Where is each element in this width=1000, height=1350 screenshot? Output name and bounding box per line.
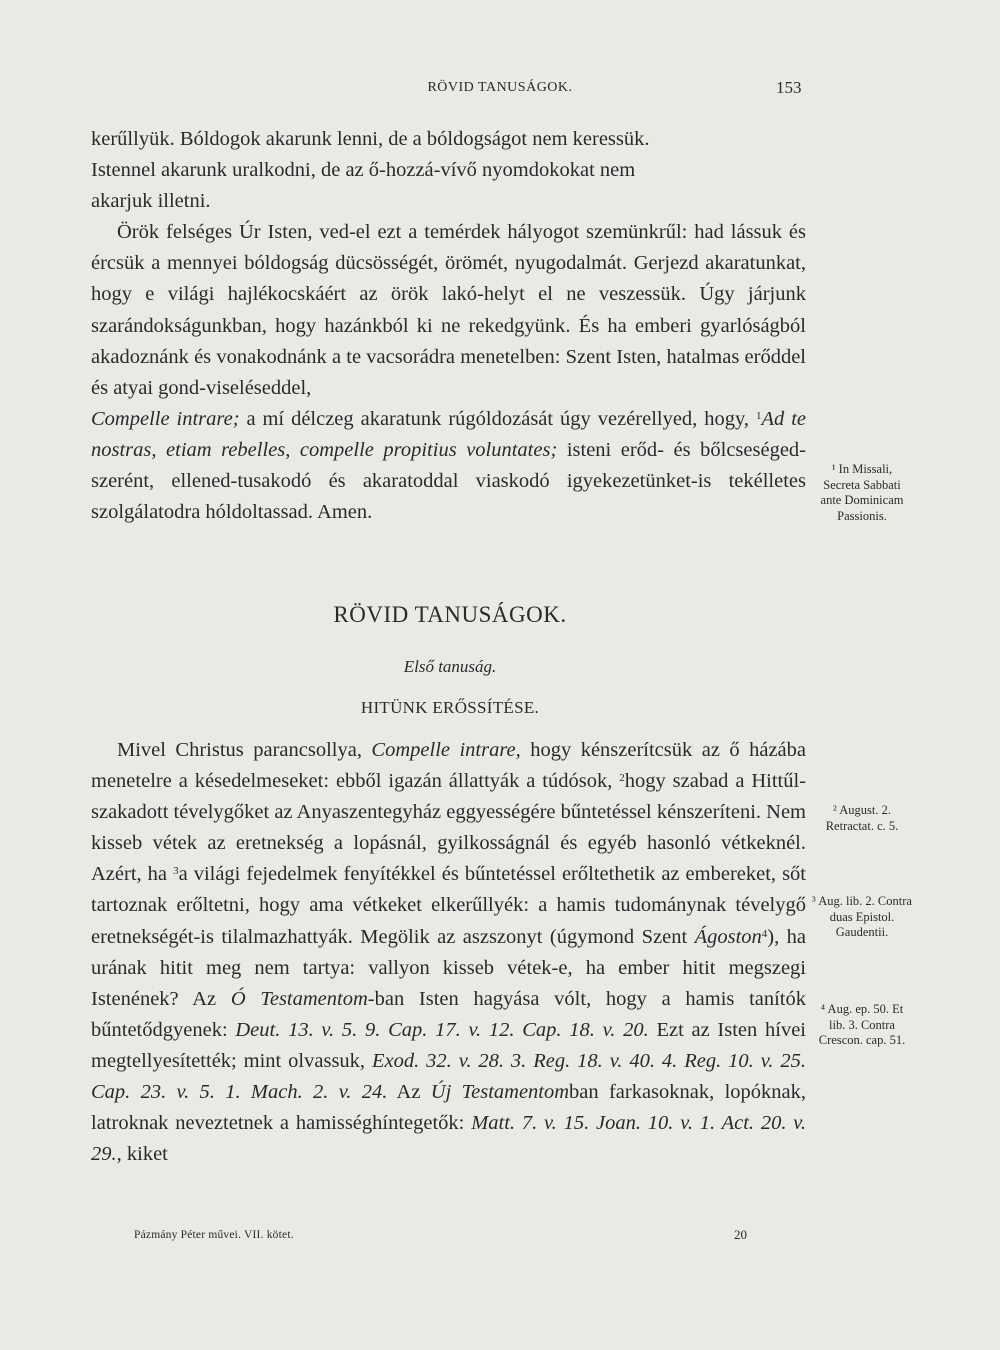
footer-signature: Pázmány Péter művei. VII. kötet. (134, 1229, 294, 1241)
text-block-prayer (91, 124, 806, 528)
latin-quote-ad-te: Ad te nostras, etiam rebelles, compelle propitius voluntates; (91, 407, 806, 461)
margin-note-3: ³ Aug. lib. 2. Contra duas Epistol. Gaudentii. (812, 894, 912, 939)
paragraph-prayer (91, 217, 806, 528)
footer-sheet-number: 20 (734, 1227, 747, 1242)
margin-note-1: ¹ In Missali, Secreta Sabbati ante Dominicam Passionis. (820, 462, 904, 523)
line-3: akarjuk illetni. (91, 190, 211, 213)
teaching-text-7: Ezt az Isten hívei megtellyesítették; mint olvassuk, (91, 1018, 806, 1072)
teaching-text-8: Az (387, 1081, 431, 1104)
line-2: Istennel akarunk uralkodni, de az ő-hozzá-vívő nyomdokokat nem (91, 159, 636, 182)
teaching-text-10: kiket (121, 1143, 168, 1166)
footnote-ref-1: 1 (755, 409, 762, 422)
page-number: 153 (776, 78, 802, 97)
section-subtitle: Első tanuság. (403, 657, 497, 676)
citation-matt: Matt. 7. v. 15. Joan. 10. v. 1. Act. 20. v. 29., (91, 1112, 806, 1166)
section-title: RÖVID TANUSÁGOK. (333, 602, 567, 627)
text-block-teaching (91, 735, 806, 1170)
paragraph-continuation (91, 124, 806, 217)
teaching-text-1: Mivel Christus parancsollya, (117, 739, 372, 761)
running-title: RÖVID TANUSÁGOK. (427, 80, 573, 95)
footnote-ref-2: 2 (619, 772, 625, 785)
teaching-text-4: a világi fejedelmek fenyítékkel és bűntetéssel erőltethetik az embereket, sőt tartoznak erőltetni, hogy ama vétkeket elkerűllyék: a hamis tudománynak tévelygő eretnekségét-is tilalmazhattyák. Megölik az aszszonyt (úgymond Szent (91, 863, 806, 948)
prayer-text-1: Örök felséges Úr Isten, ved-el ezt a temérdek hályogot szemünkrűl: had lássuk és ércsük a mennyei bóldogság dücsösségét, örömét, nyugodalmát. Gerjezd akaratunkat, hogy e világi hajlékocskáért az örök lakó-helyt el ne veszessük. Úgy járjunk szarándokságunkban, hogy hazánkból ki ne rekedgyünk. És ha emberi gyarlóságból akadoznánk és vonakodnánk a te vacsorádra menetelben: Szent Isten, hatalmas erőddel és atyai gond-viseléseddel, (91, 221, 806, 399)
teaching-text-3: hogy szabad a Hittűl-szakadott tévelygőket az Anyaszentegyház eggyességére bűntetéssel kénszeríteni. Nem kisseb vétek az eretnekség a lopásnál, gyilkosságnál és egyéb hasonló vétkeknél. Azért, ha (91, 770, 806, 886)
footnote-ref-3: 3 (173, 865, 179, 878)
name-agoston: Ágoston (694, 925, 762, 948)
title-old-testament: Ó Testamentom (230, 987, 368, 1010)
footnote-ref-4: 4 (761, 927, 768, 940)
latin-quote-compelle: Compelle intrare; (91, 407, 240, 430)
teaching-text-6: -ban Isten hagyása vólt, hogy a hamis tanítók bűntetődgyenek: (91, 987, 806, 1041)
citation-exod: Exod. 32. v. 28. 3. Reg. 18. v. 40. 4. Reg. 10. v. 25. Cap. 23. v. 5. 1. Mach. 2. v. 24. (91, 1049, 806, 1104)
teaching-text-9: ban farkasoknak, lopóknak, latroknak neveztetnek a hamisséghíntegetők: (91, 1081, 806, 1135)
title-new-testament: Új Testamentom (430, 1081, 570, 1104)
teaching-text-2: hogy kénszerítcsük az ő házába menetelre a késedelmeseket: ebből igazán állattyák a túdósok, (91, 739, 806, 793)
citation-deut: Deut. 13. v. 5. 9. Cap. 17. v. 12. Cap. 18. v. 20. (235, 1018, 649, 1041)
prayer-text-3: isteni erőd- és bőlcseséged-szerént, ellened-tusakodó és akaratoddal viaskodó igyekezetünket-is tekélletes szolgálatodra hóldoltassad. Amen. (91, 438, 807, 524)
margin-note-2: ² August. 2. Retractat. c. 5. (825, 803, 899, 833)
margin-note-4: ⁴ Aug. ep. 50. Et lib. 3. Contra Crescon. cap. 51. (818, 1002, 906, 1047)
paragraph-teaching (91, 735, 806, 1170)
teaching-text-5: ), ha urának hitit meg nem tartya: vallyon kisseb vétek-e, ha ember hitit megszegi Istenének? Az (91, 925, 806, 1010)
latin-quote-compelle-2: Compelle intrare, (371, 739, 521, 761)
line-1: kerűllyük. Bóldogok akarunk lenni, de a bóldogságot nem keressük. (91, 128, 650, 150)
section-heading: HITÜNK ERŐSSÍTÉSE. (360, 698, 540, 717)
prayer-text-2: a mí délczeg akaratunk rúgóldozását úgy vezérellyed, hogy, (239, 407, 756, 430)
